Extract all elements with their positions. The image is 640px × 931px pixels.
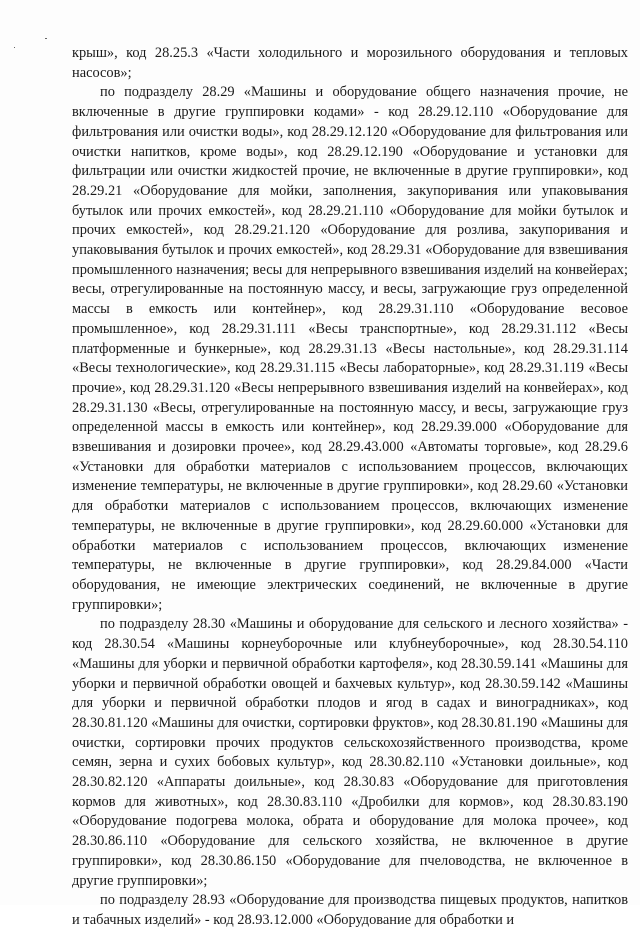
document-body (72, 44, 628, 931)
paragraph-subsection-28-29: по подразделу 28.29 «Машины и оборудование общего назначения прочие, не включенные в другие группировки кодами» - код 28.29.12.110 «Оборудование для фильтрования или очистки воды», код 28.29.12.120 «Оборудование для фильтрования или очистки напитков, кроме воды», код 28.29.12.190 «Оборудование и установки для фильтрации или очистки жидкостей прочие, не включенные в другие группировки», код 28.29.21 «Оборудование для мойки, заполнения, закупоривания или упаковывания бутылок или прочих емкостей», код 28.29.21.110 «Оборудование для мойки бутылок и прочих емкостей», код 28.29.21.120 «Оборудование для розлива, закупоривания и упаковывания бутылок и прочих емкостей», код 28.29.31 «Оборудование для взвешивания промышленного назначения; весы для непрерывного взвешивания изделий на конвейерах; весы, отрегулированные на постоянную массу, и весы, загружающие груз определенной массы в емкость или контейнер», код 28.29.31.110 «Оборудование весовое промышленное», код 28.29.31.111 «Весы транспортные», код 28.29.31.112 «Весы платформенные и бункерные», код 28.29.31.13 «Весы настольные», код 28.29.31.114 «Весы технологические», код 28.29.31.115 «Весы лабораторные», код 28.29.31.119 «Весы прочие», код 28.29.31.120 «Весы непрерывного взвешивания изделий на конвейерах», код 28.29.31.130 «Весы, отрегулированные на постоянную массу, и весы, загружающие груз определенной массы в емкость или контейнер», код 28.29.39.000 «Оборудование для взвешивания и дозировки прочее», код 28.29.43.000 «Автоматы торговые», код 28.29.6 «Установки для обработки материалов с использованием процессов, включающих изменение температуры, не включенные в другие группировки», код 28.29.60 «Установки для обработки материалов с использованием процессов, включающих изменение температуры, не включенные в другие группировки», код 28.29.60.000 «Установки для обработки материалов с использованием процессов, включающих изменение температуры, не включенные в другие группировки», код 28.29.84.000 «Части оборудования, не имеющие электрических соединений, не включенные в другие группировки»; (72, 84, 628, 613)
scan-speck (45, 38, 47, 39)
scan-speck (14, 47, 15, 48)
paragraph-subsection-28-93: по подразделу 28.93 «Оборудование для производства пищевых продуктов, напитков и табачных изделий» - код 28.93.12.000 «Оборудование для обработки и (72, 892, 628, 928)
paragraph-subsection-28-30: по подразделу 28.30 «Машины и оборудование для сельского и лесного хозяйства» - код 28.30.54 «Машины корнеуборочные или клубнеуборочные», код 28.30.54.110 «Машины для уборки и первичной обработки картофеля», код 28.30.59.141 «Машины для уборки и первичной обработки овощей и бахчевых культур», код 28.30.59.142 «Машины для уборки и первичной обработки плодов и ягод в садах и виноградниках», код 28.30.81.120 «Машины для очистки, сортировки фруктов», код 28.30.81.190 «Машины для очистки, сортировки прочих продуктов сельскохозяйственного производства, кроме семян, зерна и сухих бобовых культур», код 28.30.82.110 «Установки доильные», код 28.30.82.120 «Аппараты доильные», код 28.30.83 «Оборудование для приготовления кормов для животных», код 28.30.83.110 «Дробилки для кормов», код 28.30.83.190 «Оборудование подогрева молока, обрата и оборудование для молока прочее», код 28.30.86.110 «Оборудование для сельского хозяйства, не включенное в другие группировки», код 28.30.86.150 «Оборудование для пчеловодства, не включенное в другие группировки»; (72, 616, 628, 889)
paragraph-continuation: крыш», код 28.25.3 «Части холодильного и морозильного оборудования и тепловых насосов»; (72, 45, 628, 81)
